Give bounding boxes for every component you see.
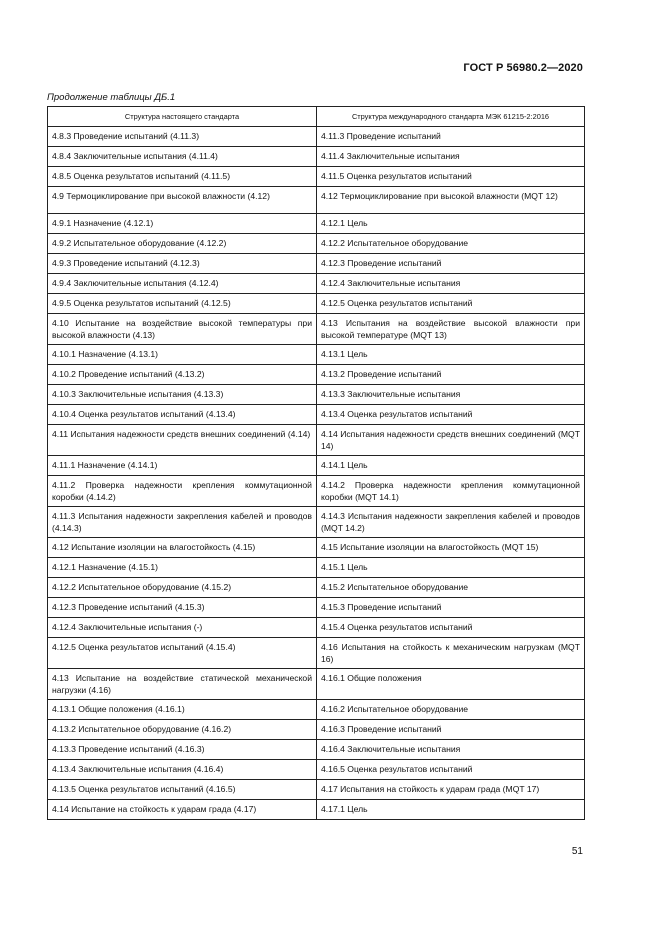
correspondence-table	[47, 106, 585, 820]
table-row	[48, 294, 585, 314]
cell-national-structure: 4.9.3 Проведение испытаний (4.12.3)	[48, 254, 317, 274]
table-row	[48, 700, 585, 720]
table-header-row	[48, 107, 585, 127]
cell-international-structure: 4.16.1 Общие положения	[317, 669, 585, 700]
cell-international-structure: 4.16 Испытания на стойкость к механическим нагрузкам (MQT 16)	[317, 638, 585, 669]
cell-international-structure: 4.15.2 Испытательное оборудование	[317, 578, 585, 598]
table-row	[48, 558, 585, 578]
table-row	[48, 147, 585, 167]
cell-national-structure: 4.9.5 Оценка результатов испытаний (4.12.5)	[48, 294, 317, 314]
cell-international-structure: 4.16.5 Оценка результатов испытаний	[317, 760, 585, 780]
table-row	[48, 214, 585, 234]
cell-international-structure: 4.12.3 Проведение испытаний	[317, 254, 585, 274]
table-row	[48, 345, 585, 365]
table-row	[48, 425, 585, 456]
cell-national-structure: 4.10.4 Оценка результатов испытаний (4.13.4)	[48, 405, 317, 425]
cell-national-structure: 4.12.5 Оценка результатов испытаний (4.15.4)	[48, 638, 317, 669]
table-row	[48, 127, 585, 147]
cell-national-structure: 4.9.2 Испытательное оборудование (4.12.2)	[48, 234, 317, 254]
table-row	[48, 365, 585, 385]
cell-national-structure: 4.11.2 Проверка надежности крепления коммутационной коробки (4.14.2)	[48, 476, 317, 507]
table-row	[48, 538, 585, 558]
table-row	[48, 740, 585, 760]
cell-national-structure: 4.11.1 Назначение (4.14.1)	[48, 456, 317, 476]
cell-international-structure: 4.13.2 Проведение испытаний	[317, 365, 585, 385]
cell-national-structure: 4.8.4 Заключительные испытания (4.11.4)	[48, 147, 317, 167]
cell-national-structure: 4.12.4 Заключительные испытания (-)	[48, 618, 317, 638]
column-header-international: Структура международного стандарта МЭК 61215-2:2016	[317, 107, 585, 127]
table-caption: Продолжение таблицы ДБ.1	[47, 92, 176, 103]
cell-national-structure: 4.12 Испытание изоляции на влагостойкость (4.15)	[48, 538, 317, 558]
cell-international-structure: 4.13 Испытания на воздействие высокой влажности при высокой температуре (MQT 13)	[317, 314, 585, 345]
cell-national-structure: 4.10.2 Проведение испытаний (4.13.2)	[48, 365, 317, 385]
cell-national-structure: 4.12.2 Испытательное оборудование (4.15.2)	[48, 578, 317, 598]
cell-international-structure: 4.14.3 Испытания надежности закрепления кабелей и проводов (MQT 14.2)	[317, 507, 585, 538]
cell-international-structure: 4.11.5 Оценка результатов испытаний	[317, 167, 585, 187]
cell-national-structure: 4.9.1 Назначение (4.12.1)	[48, 214, 317, 234]
cell-international-structure: 4.13.1 Цель	[317, 345, 585, 365]
table-row	[48, 598, 585, 618]
document-code: ГОСТ Р 56980.2—2020	[463, 62, 583, 74]
cell-national-structure: 4.12.1 Назначение (4.15.1)	[48, 558, 317, 578]
cell-international-structure: 4.12.1 Цель	[317, 214, 585, 234]
cell-national-structure: 4.12.3 Проведение испытаний (4.15.3)	[48, 598, 317, 618]
cell-international-structure: 4.11.3 Проведение испытаний	[317, 127, 585, 147]
cell-international-structure: 4.16.2 Испытательное оборудование	[317, 700, 585, 720]
table-row	[48, 456, 585, 476]
cell-international-structure: 4.12 Термоциклирование при высокой влажности (MQT 12)	[317, 187, 585, 214]
cell-international-structure: 4.13.3 Заключительные испытания	[317, 385, 585, 405]
cell-national-structure: 4.11 Испытания надежности средств внешних соединений (4.14)	[48, 425, 317, 456]
table-row	[48, 274, 585, 294]
cell-national-structure: 4.14 Испытание на стойкость к ударам града (4.17)	[48, 800, 317, 820]
cell-international-structure: 4.13.4 Оценка результатов испытаний	[317, 405, 585, 425]
table-row	[48, 638, 585, 669]
cell-national-structure: 4.13.4 Заключительные испытания (4.16.4)	[48, 760, 317, 780]
cell-international-structure: 4.15.4 Оценка результатов испытаний	[317, 618, 585, 638]
column-header-national: Структура настоящего стандарта	[48, 107, 317, 127]
cell-international-structure: 4.15.3 Проведение испытаний	[317, 598, 585, 618]
cell-international-structure: 4.14.1 Цель	[317, 456, 585, 476]
table-row	[48, 720, 585, 740]
cell-national-structure: 4.10.3 Заключительные испытания (4.13.3)	[48, 385, 317, 405]
cell-international-structure: 4.12.2 Испытательное оборудование	[317, 234, 585, 254]
table-row	[48, 234, 585, 254]
page-number: 51	[571, 846, 583, 857]
cell-national-structure: 4.10.1 Назначение (4.13.1)	[48, 345, 317, 365]
cell-national-structure: 4.13.1 Общие положения (4.16.1)	[48, 700, 317, 720]
cell-national-structure: 4.13.2 Испытательное оборудование (4.16.2)	[48, 720, 317, 740]
cell-international-structure: 4.14 Испытания надежности средств внешних соединений (MQT 14)	[317, 425, 585, 456]
table-row	[48, 669, 585, 700]
cell-national-structure: 4.13.3 Проведение испытаний (4.16.3)	[48, 740, 317, 760]
cell-national-structure: 4.8.5 Оценка результатов испытаний (4.11.5)	[48, 167, 317, 187]
table-row	[48, 167, 585, 187]
cell-international-structure: 4.17.1 Цель	[317, 800, 585, 820]
cell-international-structure: 4.16.3 Проведение испытаний	[317, 720, 585, 740]
table-row	[48, 405, 585, 425]
table-row	[48, 507, 585, 538]
table-row	[48, 476, 585, 507]
cell-international-structure: 4.11.4 Заключительные испытания	[317, 147, 585, 167]
cell-international-structure: 4.12.5 Оценка результатов испытаний	[317, 294, 585, 314]
table-row	[48, 618, 585, 638]
cell-international-structure: 4.14.2 Проверка надежности крепления коммутационной коробки (MQT 14.1)	[317, 476, 585, 507]
cell-national-structure: 4.11.3 Испытания надежности закрепления кабелей и проводов (4.14.3)	[48, 507, 317, 538]
table-row	[48, 780, 585, 800]
cell-national-structure: 4.9 Термоциклирование при высокой влажности (4.12)	[48, 187, 317, 214]
table-row	[48, 314, 585, 345]
table-body	[48, 127, 585, 820]
table-row	[48, 760, 585, 780]
table-row	[48, 578, 585, 598]
cell-national-structure: 4.8.3 Проведение испытаний (4.11.3)	[48, 127, 317, 147]
cell-international-structure: 4.16.4 Заключительные испытания	[317, 740, 585, 760]
cell-international-structure: 4.17 Испытания на стойкость к ударам града (MQT 17)	[317, 780, 585, 800]
table-row	[48, 254, 585, 274]
cell-international-structure: 4.12.4 Заключительные испытания	[317, 274, 585, 294]
table-row	[48, 385, 585, 405]
table-row	[48, 800, 585, 820]
cell-national-structure: 4.13 Испытание на воздействие статической механической нагрузки (4.16)	[48, 669, 317, 700]
cell-national-structure: 4.13.5 Оценка результатов испытаний (4.16.5)	[48, 780, 317, 800]
cell-international-structure: 4.15 Испытание изоляции на влагостойкость (MQT 15)	[317, 538, 585, 558]
table-row	[48, 187, 585, 214]
cell-national-structure: 4.9.4 Заключительные испытания (4.12.4)	[48, 274, 317, 294]
cell-international-structure: 4.15.1 Цель	[317, 558, 585, 578]
cell-national-structure: 4.10 Испытание на воздействие высокой температуры при высокой влажности (4.13)	[48, 314, 317, 345]
